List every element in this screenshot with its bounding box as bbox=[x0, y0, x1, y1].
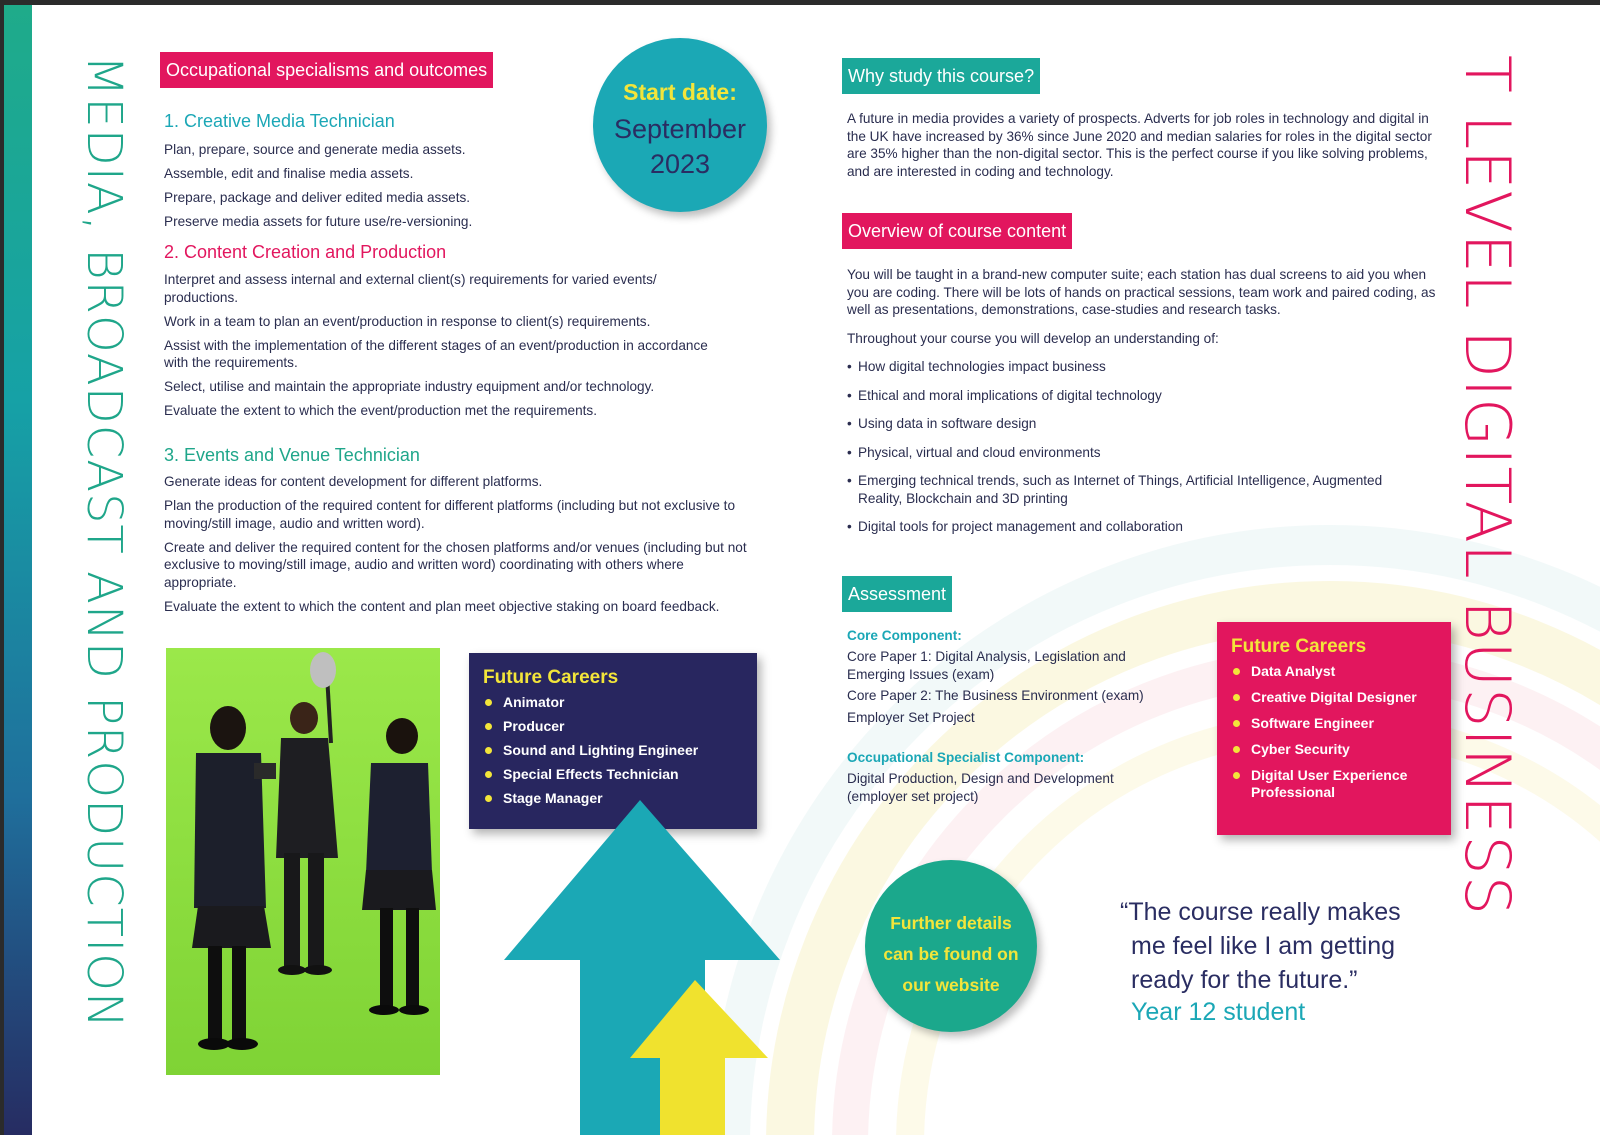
section-2-items bbox=[164, 271, 724, 426]
overview-bullet: • How digital technologies impact business bbox=[847, 358, 1407, 376]
core-component-items bbox=[847, 648, 1187, 726]
career-item: Software Engineer bbox=[1231, 715, 1437, 732]
section-3-item: Evaluate the extent to which the content and plan meet objective staking on board feedback. bbox=[164, 598, 720, 614]
career-item: Digital User Experience Professional bbox=[1231, 767, 1437, 801]
overview-intro: You will be taught in a brand-new computer suite; each station has dual screens to aid you when you are coding. There will be lots of hands on practical sessions, team work and paired coding, as well as presentations, demonstrations, case-studies and research tasks. bbox=[847, 267, 1436, 317]
further-details-text: Further details can be found on our website bbox=[883, 913, 1019, 995]
further-details-badge bbox=[865, 860, 1037, 1032]
overview-bullet: • Ethical and moral implications of digital technology bbox=[847, 387, 1407, 405]
section-1-items bbox=[164, 141, 584, 237]
section-3-item: Generate ideas for content development for different platforms. bbox=[164, 474, 543, 489]
quote-line: “The course really makes bbox=[1120, 898, 1401, 926]
section-2-heading: 2. Content Creation and Production bbox=[164, 242, 447, 262]
core-item: Employer Set Project bbox=[847, 709, 975, 725]
future-careers-digital bbox=[1217, 622, 1451, 835]
start-date-value bbox=[593, 112, 767, 182]
section-1-item: Assemble, edit and finalise media assets. bbox=[164, 166, 414, 181]
core-component-heading: Core Component: bbox=[847, 628, 962, 643]
future-careers-title: Future Careers bbox=[483, 667, 619, 688]
career-item: Producer bbox=[483, 718, 743, 735]
occupational-heading: Occupational specialisms and outcomes bbox=[160, 52, 493, 88]
section-3-heading: 3. Events and Venue Technician bbox=[164, 445, 420, 465]
overview-lead: Throughout your course you will develop an understanding of: bbox=[847, 331, 1219, 346]
section-2-item: Work in a team to plan an event/production in response to client(s) requirements. bbox=[164, 313, 651, 329]
career-item: Animator bbox=[483, 694, 743, 711]
core-item: Core Paper 2: The Business Environment (exam) bbox=[847, 688, 1144, 703]
section-2-item: Assist with the implementation of the different stages of an event/production in accordance with the requirements. bbox=[164, 337, 708, 370]
overview-heading: Overview of course content bbox=[842, 213, 1072, 249]
section-3-item: Plan the production of the required content for different platforms (including but not exclusive to moving/still image, audio and written word). bbox=[164, 498, 736, 531]
quote-line: me feel like I am getting bbox=[1131, 932, 1396, 960]
overview-bullet: • Emerging technical trends, such as Internet of Things, Artificial Intelligence, Augmented Reality, Blockchain and 3D printing bbox=[847, 472, 1407, 507]
students-green-screen-photo bbox=[166, 648, 440, 1075]
career-item: Cyber Security bbox=[1231, 741, 1437, 758]
core-item: Core Paper 1: Digital Analysis, Legislation and Emerging Issues (exam) bbox=[847, 649, 1126, 682]
start-date-label: Start date: bbox=[623, 79, 737, 105]
section-3-item: Create and deliver the required content for the chosen platforms and/or venues (including but not exclusive to moving/still image, audio and written word) coordinating with others where appropriate. bbox=[164, 539, 747, 590]
brochure-page bbox=[0, 5, 1600, 1135]
start-month: September bbox=[613, 114, 747, 144]
student-quote bbox=[1120, 895, 1401, 997]
career-item: Sound and Lighting Engineer bbox=[483, 742, 743, 759]
careers-list bbox=[483, 694, 743, 807]
why-study-text: A future in media provides a variety of prospects. Adverts for job roles in technology and digital in the UK have increased by 36% since June 2020 and median salaries for roles in the digital sector are 35% higher than the non-digital sector. This is the perfect course if you like solving problems, and are interested in coding and technology. bbox=[847, 111, 1432, 179]
assessment-heading: Assessment bbox=[842, 576, 952, 612]
overview-bullet: • Digital tools for project management and collaboration bbox=[847, 518, 1407, 536]
section-1-item: Plan, prepare, source and generate media assets. bbox=[164, 142, 466, 157]
occupational-component-item: Digital Production, Design and Development (employer set project) bbox=[847, 771, 1114, 804]
section-1-heading: 1. Creative Media Technician bbox=[164, 111, 395, 131]
overview-bullets bbox=[847, 358, 1407, 547]
overview-bullet: • Physical, virtual and cloud environments bbox=[847, 444, 1407, 462]
quote-line: ready for the future.” bbox=[1131, 966, 1358, 994]
section-3-items bbox=[164, 473, 759, 622]
occupational-component-heading: Occupational Specialist Component: bbox=[847, 750, 1085, 765]
start-year: 2023 bbox=[649, 149, 711, 179]
section-1-item: Preserve media assets for future use/re-versioning. bbox=[164, 214, 473, 229]
vertical-title-digital: T LEVEL DIGITAL BUSINESS bbox=[1451, 55, 1524, 917]
section-1-item: Prepare, package and deliver edited media assets. bbox=[164, 190, 471, 205]
upward-arrows-graphic bbox=[500, 800, 790, 1135]
section-2-item: Evaluate the extent to which the event/production met the requirements. bbox=[164, 403, 597, 418]
overview-bullet: • Using data in software design bbox=[847, 415, 1407, 433]
vertical-title-media: MEDIA, BROADCAST AND PRODUCTION bbox=[76, 55, 132, 1029]
section-2-item: Interpret and assess internal and external client(s) requirements for varied events/ productions. bbox=[164, 272, 657, 305]
why-study-heading: Why study this course? bbox=[842, 58, 1040, 94]
quote-attribution: Year 12 student bbox=[1131, 998, 1306, 1026]
career-item: Creative Digital Designer bbox=[1231, 689, 1437, 706]
section-2-item: Select, utilise and maintain the appropriate industry equipment and/or technology. bbox=[164, 379, 655, 394]
future-careers-title: Future Careers bbox=[1231, 636, 1367, 657]
start-date-badge bbox=[593, 38, 767, 212]
career-item: Stage Manager bbox=[483, 790, 743, 807]
gradient-side-bar bbox=[4, 5, 32, 1135]
career-item: Special Effects Technician bbox=[483, 766, 743, 783]
careers-list bbox=[1231, 663, 1437, 801]
career-item: Data Analyst bbox=[1231, 663, 1437, 680]
